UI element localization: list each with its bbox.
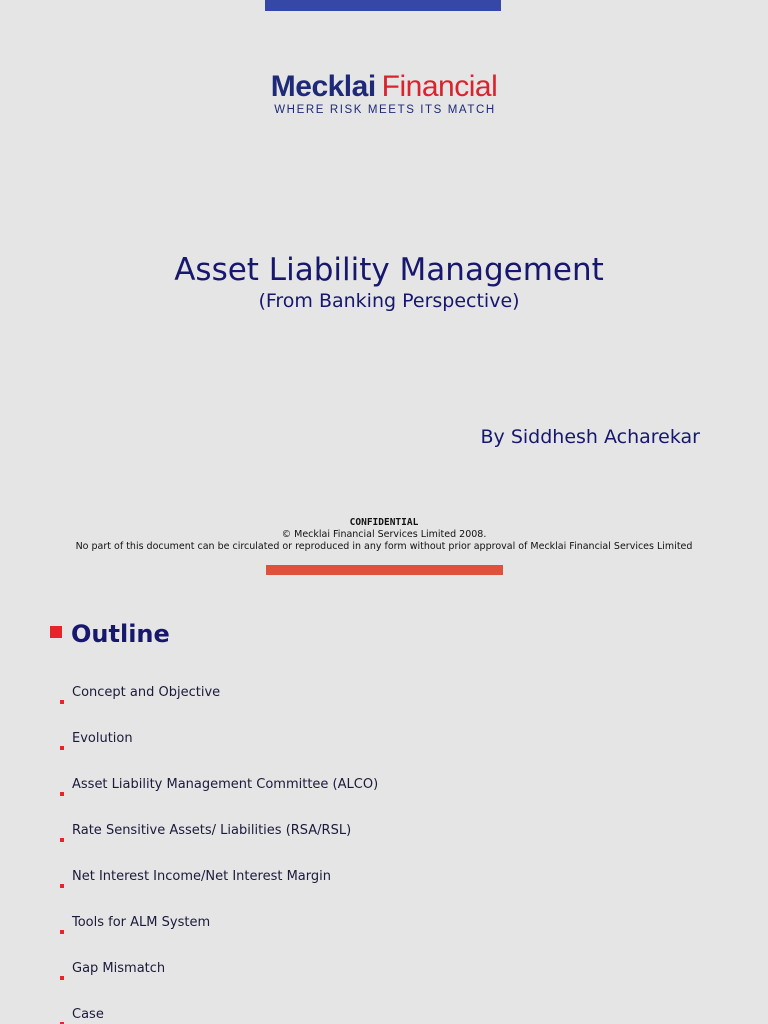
- list-item-label: Rate Sensitive Assets/ Liabilities (RSA/RSL): [72, 823, 352, 838]
- slide-title: Asset Liability Management: [174, 252, 604, 288]
- top-accent-bar: [265, 0, 501, 11]
- outline-header: [50, 618, 170, 650]
- section-divider-bar: [266, 565, 503, 575]
- bullet-icon: [60, 884, 64, 888]
- bullet-icon: [60, 976, 64, 980]
- list-item-label: Case: [72, 1007, 104, 1022]
- logo-name-regular: Financial: [381, 70, 498, 103]
- confidential-heading: CONFIDENTIAL: [349, 517, 419, 528]
- logo-name-bold: Mecklai: [270, 70, 376, 103]
- list-item-label: Gap Mismatch: [72, 961, 166, 976]
- distribution-notice: No part of this document can be circulated or reproduced in any form without prior approval of Mecklai Financial Services Limited: [75, 541, 693, 552]
- logo-wordmark: [0, 70, 768, 104]
- confidential-notice: [0, 517, 768, 553]
- outline-list: [60, 682, 378, 1024]
- list-item: [60, 728, 378, 774]
- company-logo: [0, 70, 768, 116]
- bullet-icon: [60, 838, 64, 842]
- list-item-label: Evolution: [72, 731, 133, 746]
- list-item-label: Net Interest Income/Net Interest Margin: [72, 869, 331, 884]
- bullet-icon: [60, 930, 64, 934]
- logo-tagline: WHERE RISK MEETS ITS MATCH: [274, 104, 496, 116]
- list-item-label: Tools for ALM System: [72, 915, 211, 930]
- list-item: [60, 912, 378, 958]
- red-square-bullet-icon: [50, 626, 62, 638]
- list-item: [60, 1004, 378, 1024]
- copyright-line: © Mecklai Financial Services Limited 2008.: [281, 529, 487, 540]
- list-item: [60, 820, 378, 866]
- list-item: [60, 774, 378, 820]
- slide-subtitle: (From Banking Perspective): [258, 290, 520, 312]
- bullet-icon: [60, 746, 64, 750]
- bullet-icon: [60, 792, 64, 796]
- list-item: [60, 958, 378, 1004]
- bullet-icon: [60, 700, 64, 704]
- list-item: [60, 682, 378, 728]
- list-item-label: Asset Liability Management Committee (ALCO): [72, 777, 379, 792]
- outline-title: Outline: [71, 620, 170, 648]
- list-item: [60, 866, 378, 912]
- list-item-label: Concept and Objective: [72, 685, 221, 700]
- author-line: By Siddhesh Acharekar: [480, 426, 700, 448]
